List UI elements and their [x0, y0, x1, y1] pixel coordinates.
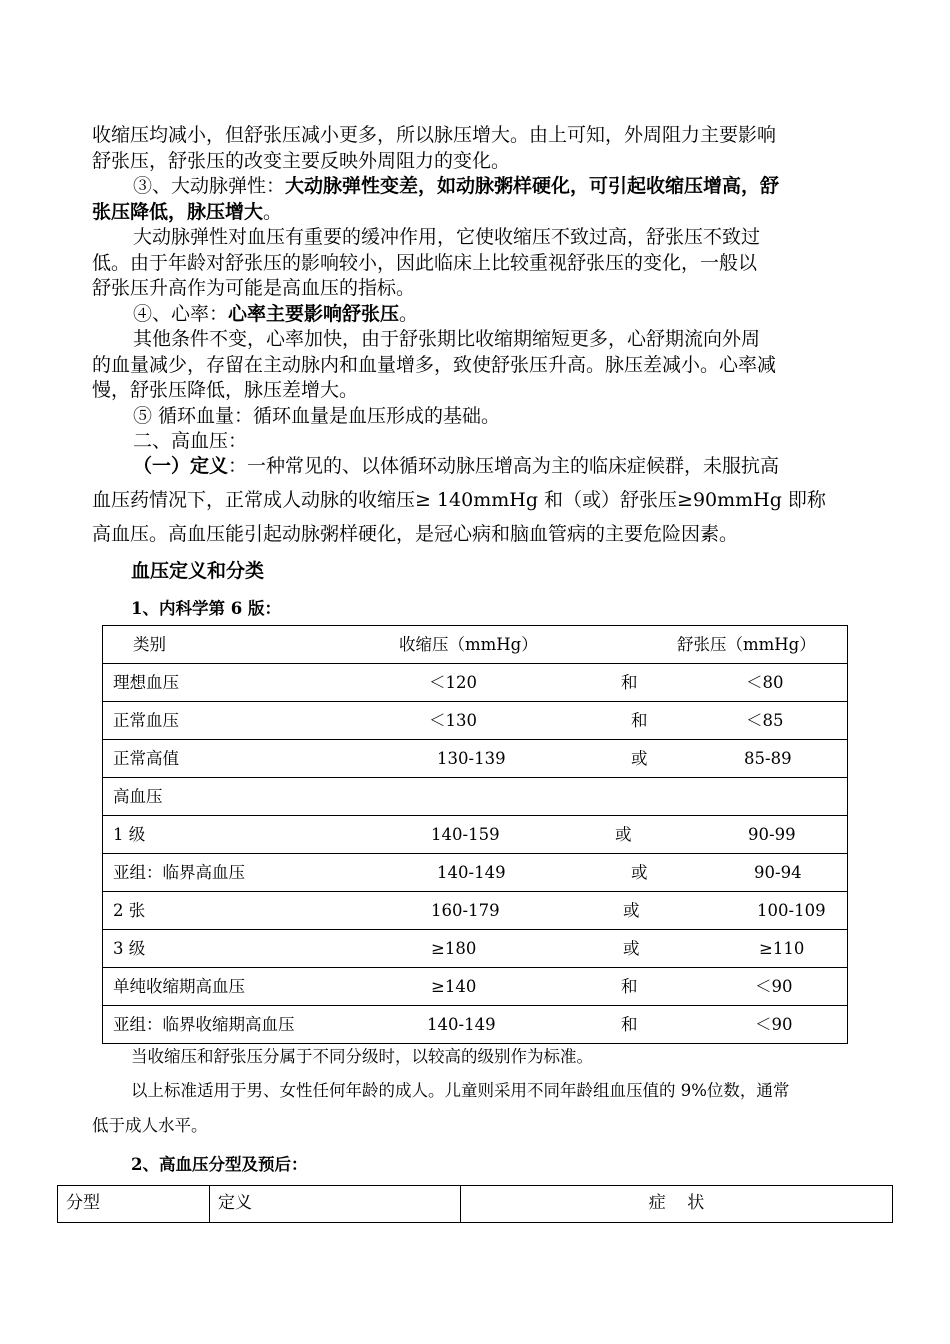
- text-bold: 心率主要影响舒张压: [228, 303, 400, 325]
- cell-diastolic: ＜90: [755, 977, 793, 996]
- heading-bp-definition: 血压定义和分类: [131, 560, 265, 582]
- paragraph-line: 慢，舒张压降低，脉压差增大。: [92, 379, 359, 401]
- cell-diastolic: ＜90: [755, 1015, 793, 1034]
- table-row: [103, 930, 848, 968]
- text-normal: 。: [263, 201, 283, 223]
- paragraph-line: 血压药情况下，正常成人动脉的收缩压≥ 140mmHg 和（或）舒张压≥90mmHg 即称: [92, 489, 826, 511]
- paragraph-line: 收缩压均减小，但舒张压减小更多，所以脉压增大。由上可知，外周阻力主要影响: [92, 124, 777, 146]
- cell-conjunction: 和: [621, 1015, 638, 1034]
- note-line: 当收缩压和舒张压分属于不同分级时，以较高的级别作为标准。: [131, 1047, 593, 1066]
- cell-diastolic: ≥110: [759, 939, 805, 958]
- text-normal: ④、心率：: [133, 303, 229, 325]
- cell-systolic: 140-149: [427, 1015, 496, 1034]
- cell-category: 1 级: [113, 825, 146, 844]
- table-row: [103, 854, 848, 892]
- cell-conjunction: 或: [615, 825, 632, 844]
- heading-hypertension-types: 2、高血压分型及预后：: [131, 1155, 308, 1174]
- paragraph-line: 其他条件不变，心率加快，由于舒张期比收缩期缩短更多，心舒期流向外周: [133, 328, 761, 350]
- cell-systolic: 140-149: [437, 863, 506, 882]
- cell-category: 亚组：临界收缩期高血压: [113, 1015, 295, 1034]
- header-type: 分型: [58, 1186, 210, 1223]
- paragraph-line: ⑤ 循环血量：循环血量是血压形成的基础。: [133, 405, 501, 427]
- header-category: 类别: [133, 635, 166, 654]
- text-normal: ：一种常见的、以体循环动脉压增高为主的临床症候群，未服抗高: [228, 455, 780, 477]
- paragraph-line: 的血量减少，存留在主动脉内和血量增多，致使舒张压升高。脉压差减小。心率减: [92, 354, 777, 376]
- cell-systolic: 140-159: [431, 825, 500, 844]
- text-bold: （一）定义: [133, 455, 229, 477]
- cell-diastolic: ＜80: [746, 673, 784, 692]
- cell-diastolic: 90-94: [754, 863, 802, 882]
- text-normal: 。: [399, 303, 419, 325]
- cell-category: 理想血压: [113, 673, 179, 692]
- cell-conjunction: 或: [631, 863, 648, 882]
- cell-conjunction: 或: [623, 901, 640, 920]
- cell-diastolic: 90-99: [748, 825, 796, 844]
- table-header-row: [58, 1186, 893, 1223]
- cell-systolic: ≥140: [431, 977, 477, 996]
- cell-systolic: ≥180: [431, 939, 477, 958]
- cell-conjunction: 和: [621, 673, 638, 692]
- paragraph-line: [133, 453, 862, 479]
- table-row: [103, 664, 848, 702]
- cell-category: 高血压: [113, 787, 163, 806]
- text-bold: 大动脉弹性变差，如动脉粥样硬化，可引起收缩压增高，舒: [285, 175, 780, 197]
- heading-internal-medicine: 1、内科学第 6 版：: [131, 599, 281, 618]
- note-line: 以上标准适用于男、女性任何年龄的成人。儿童则采用不同年龄组血压值的 9%位数，通常: [131, 1081, 790, 1100]
- cell-category: 3 级: [113, 939, 146, 958]
- paragraph-line: [133, 173, 862, 199]
- table-row: [103, 968, 848, 1006]
- note-line: 低于成人水平。: [92, 1116, 208, 1135]
- table-row: [103, 702, 848, 740]
- cell-systolic: 160-179: [431, 901, 500, 920]
- cell-category: 亚组：临界高血压: [113, 863, 245, 882]
- table-row: [103, 892, 848, 930]
- cell-category: 2 张: [113, 901, 146, 920]
- paragraph-line: 舒张压，舒张压的改变主要反映外周阻力的变化。: [92, 150, 511, 172]
- cell-diastolic: ＜85: [746, 711, 784, 730]
- text-bold: 张压降低，脉压增大: [92, 201, 264, 223]
- cell-category: 单纯收缩期高血压: [113, 977, 245, 996]
- cell-diastolic: 85-89: [744, 749, 792, 768]
- text-normal: ③、大动脉弹性：: [133, 175, 286, 197]
- bp-classification-table: [102, 625, 848, 1044]
- cell-category: 正常血压: [113, 711, 179, 730]
- paragraph-line: 低。由于年龄对舒张压的影响较小，因此临床上比较重视舒张压的变化，一般以: [92, 252, 758, 274]
- hypertension-types-table: [57, 1185, 893, 1223]
- table-row: [103, 740, 848, 778]
- paragraph-line: [92, 199, 862, 225]
- cell-conjunction: 或: [631, 749, 648, 768]
- paragraph-line: 高血压。高血压能引起动脉粥样硬化，是冠心病和脑血管病的主要危险因素。: [92, 523, 739, 545]
- paragraph-line: [133, 301, 862, 327]
- table-row: [103, 1006, 848, 1044]
- paragraph-line: 舒张压升高作为可能是高血压的指标。: [92, 277, 416, 299]
- table-header-row: [103, 626, 848, 664]
- cell-category: 正常高值: [113, 749, 179, 768]
- header-systolic: 收缩压（mmHg）: [399, 635, 538, 654]
- cell-conjunction: 或: [623, 939, 640, 958]
- cell-conjunction: 和: [631, 711, 648, 730]
- paragraph-line: 大动脉弹性对血压有重要的缓冲作用，它使收缩压不致过高，舒张压不致过: [133, 226, 761, 248]
- cell-diastolic: 100-109: [757, 901, 826, 920]
- section-heading: 二、高血压：: [133, 430, 248, 452]
- header-diastolic: 舒张压（mmHg）: [677, 635, 816, 654]
- cell-systolic: 130-139: [437, 749, 506, 768]
- cell-conjunction: 和: [621, 977, 638, 996]
- header-symptoms: 症 状: [461, 1186, 893, 1223]
- table-row: [103, 778, 848, 816]
- table-row: [103, 816, 848, 854]
- cell-systolic: ＜130: [429, 711, 477, 730]
- cell-systolic: ＜120: [429, 673, 477, 692]
- header-definition: 定义: [210, 1186, 461, 1223]
